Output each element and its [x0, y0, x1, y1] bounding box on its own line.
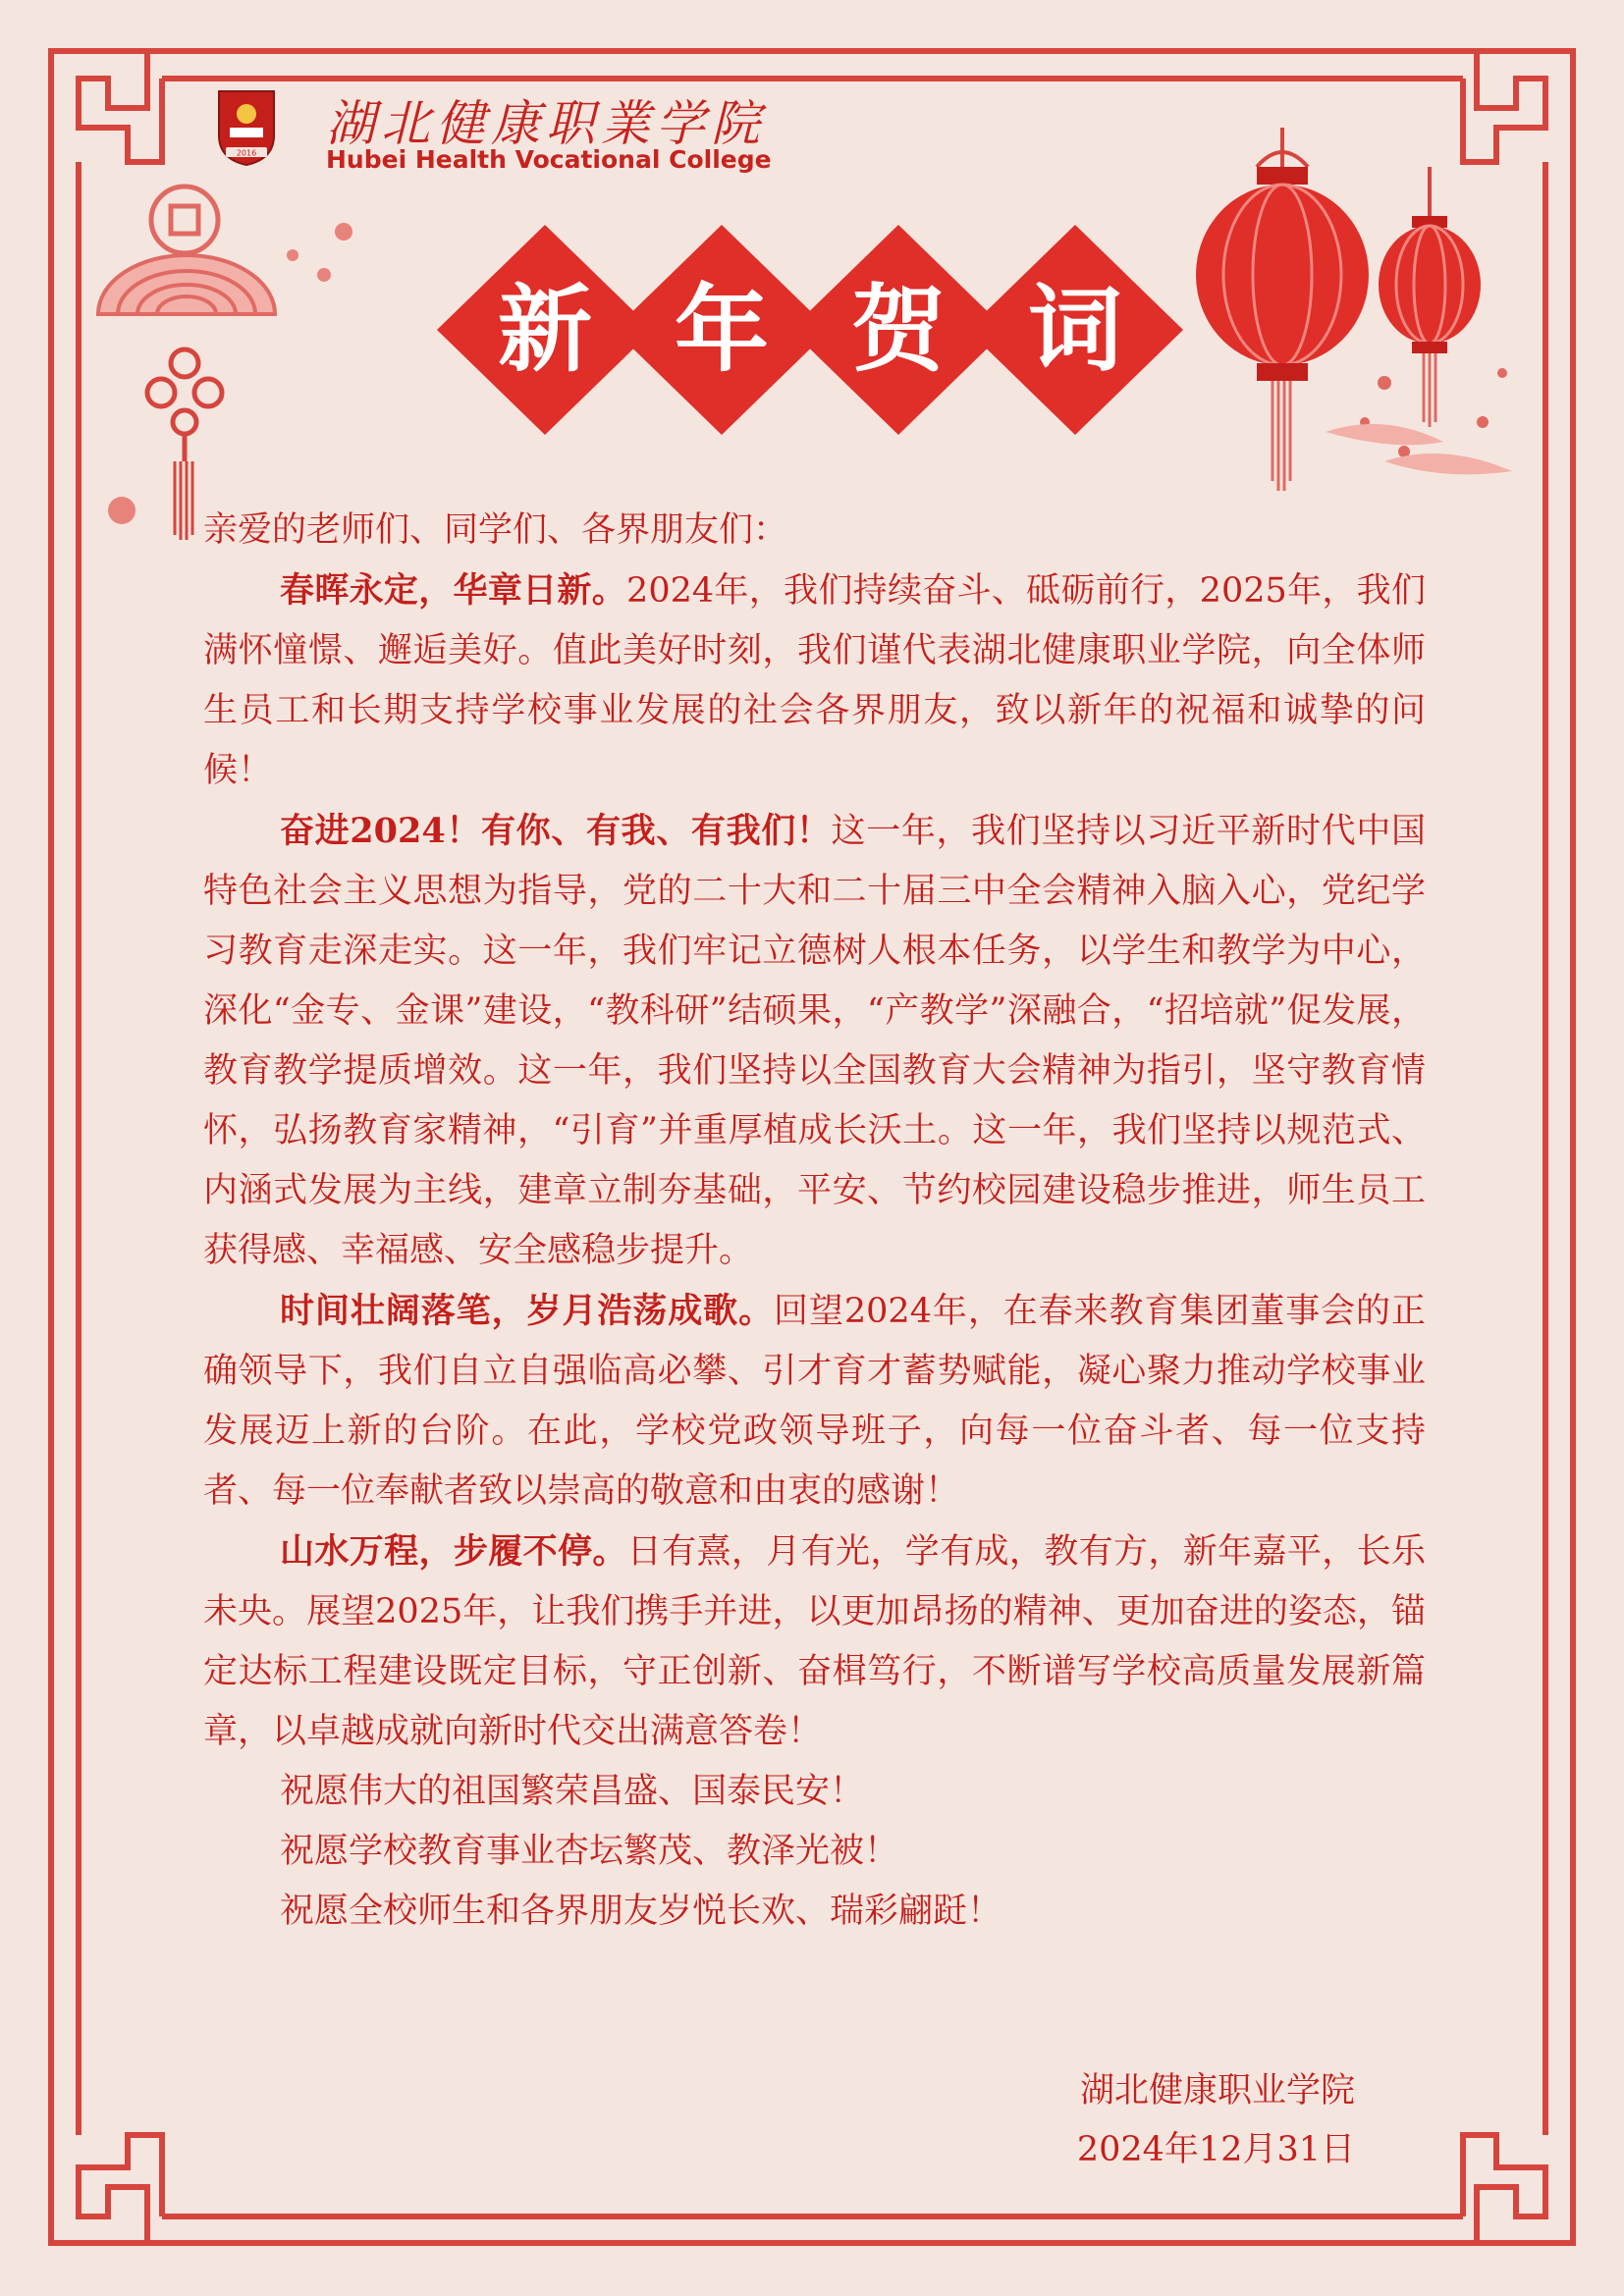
signature-block — [1031, 2061, 1355, 2179]
paragraph-text: 回望2024年，在春来教育集团董事会的正确领导下，我们自立自强临高必攀、引才育才蓄势赋能，凝心聚力推动学校事业发展迈上新的台阶。在此，学校党政领导班子，向每一位奋斗者、每一位支持者、每一位奉献者致以崇高的敬意和由衷的感谢！ — [203, 1292, 1426, 1511]
paragraph-2 — [203, 801, 1426, 1281]
title-char-3: 贺 — [851, 274, 946, 385]
paragraph-4 — [203, 1522, 1426, 1762]
title-char-1: 新 — [498, 274, 592, 385]
signature-org: 湖北健康职业学院 — [1079, 2071, 1355, 2110]
paragraph-lead: 时间壮阔落笔，岁月浩荡成歌。 — [280, 1291, 775, 1331]
paragraph-1 — [203, 561, 1426, 801]
college-name-cn: 湖北健康职業学院 — [326, 95, 766, 152]
wish-line: 祝愿伟大的祖国繁荣昌盛、国泰民安！ — [280, 1772, 865, 1811]
signature-date: 2024年12月31日 — [1076, 2130, 1355, 2169]
paragraph-lead: 奋进2024！有你、有我、有我们！ — [280, 811, 832, 851]
title-char-2: 年 — [675, 274, 769, 385]
salutation: 亲爱的老师们、同学们、各界朋友们： — [203, 510, 788, 550]
paragraph-text: 这一年，我们坚持以习近平新时代中国特色社会主义思想为指导，党的二十大和二十届三中全会精神入脑入心，党纪学习教育走深走实。这一年，我们牢记立德树人根本任务，以学生和教学为中心，深化“金专、金课”建设，“教科研”结硕果，“产教学”深融合，“招培就”促发展，教育教学提质增效。这一年，我们坚持以全国教育大会精神为指引，坚守教育情怀，弘扬教育家精神，“引育”并重厚植成长沃土。这一年，我们坚持以规范式、内涵式发展为主线，建章立制夯基础，平安、节约校园建设稳步推进，师生员工获得感、幸福感、安全感稳步提升。 — [203, 812, 1426, 1270]
paragraph-text: 日有熹，月有光，学有成，教有方，新年嘉平，长乐未央。展望2025年，让我们携手并进，以更加昂扬的精神、更加奋进的姿态，锚定达标工程建设既定目标，守正创新、奋楫笃行，不断谱写学校高质量发展新篇章，以卓越成就向新时代交出满意答卷！ — [203, 1532, 1426, 1751]
letter-body — [203, 501, 1426, 1942]
title-char-4: 词 — [1028, 274, 1122, 385]
paragraph-lead: 山水万程，步履不停。 — [280, 1531, 627, 1572]
paragraph-text: 2024年，我们持续奋斗、砥砺前行，2025年，我们满怀憧憬、邂逅美好。值此美好时刻，我们谨代表湖北健康职业学院，向全体师生员工和长期支持学校事业发展的社会各界朋友，致以新年的祝福和诚挚的问候！ — [203, 571, 1426, 790]
page-title — [432, 220, 1188, 440]
wish-line: 祝愿学校教育事业杏坛繁茂、教泽光被！ — [280, 1832, 899, 1871]
lantern-decoration — [1149, 128, 1522, 540]
paragraph-3 — [203, 1281, 1426, 1522]
svg-text:2016: 2016 — [236, 148, 257, 158]
paragraph-lead: 春晖永定，华章日新。 — [280, 570, 627, 611]
college-name-en: Hubei Health Vocational College — [326, 145, 772, 174]
wish-line: 祝愿全校师生和各界朋友岁悦长欢、瑞彩翩跹！ — [280, 1892, 1002, 1931]
